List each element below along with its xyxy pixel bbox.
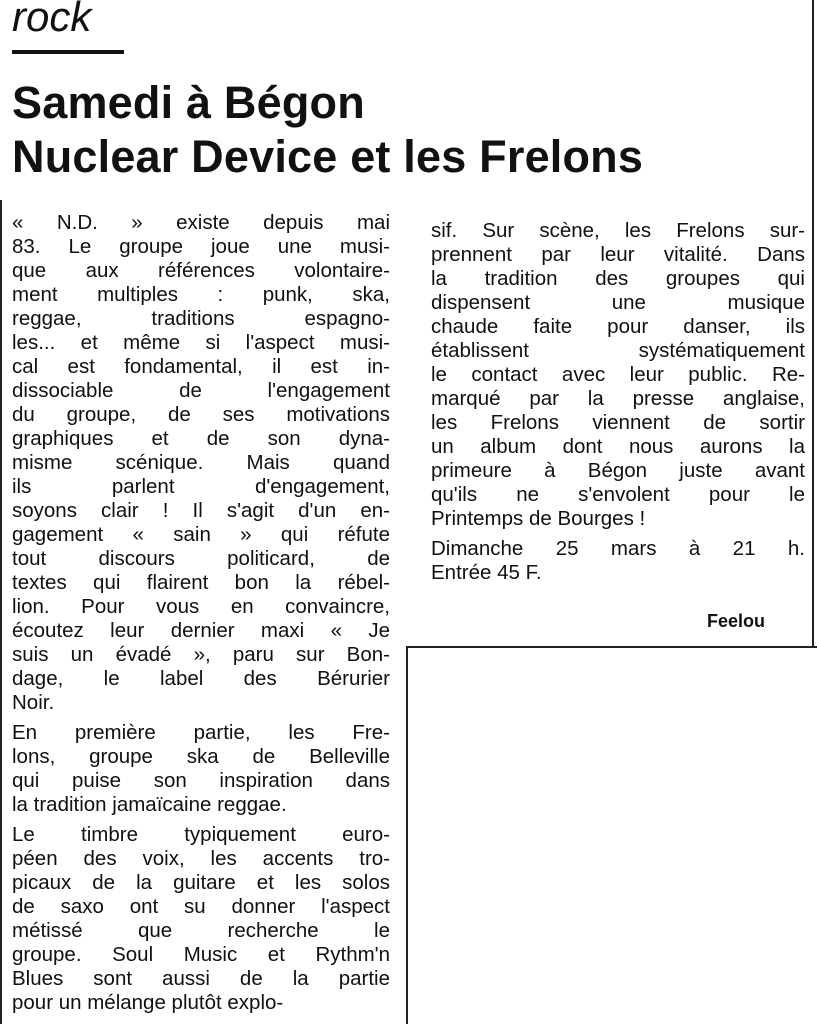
text-line: suis un évadé », paru sur Bon-	[12, 643, 390, 666]
text-line: la tradition jamaïcaine reggae.	[12, 793, 287, 816]
text-line: « N.D. » existe depuis mai	[12, 211, 390, 234]
text-line: dage, le label des Bérurier	[12, 667, 390, 690]
text-line: En première partie, les Fre-	[12, 721, 390, 744]
text-line: lion. Pour vous en convaincre,	[12, 595, 390, 618]
text-line: 83. Le groupe joue une musi-	[12, 235, 390, 258]
text-line: du groupe, de ses motivations	[12, 403, 390, 426]
text-line: la tradition des groupes qui	[431, 267, 805, 290]
text-line: le contact avec leur public. Re-	[431, 363, 805, 386]
text-line: prennent par leur vitalité. Dans	[431, 243, 805, 266]
text-line: dispensent une musique	[431, 291, 805, 314]
text-line: que aux références volontaire-	[12, 259, 390, 282]
text-line: groupe. Soul Music et Rythm'n	[12, 943, 390, 966]
column-rule-left	[0, 200, 2, 1024]
text-line: picaux de la guitare et les solos	[12, 871, 390, 894]
text-line: péen des voix, les accents tro-	[12, 847, 390, 870]
text-line: chaude faite pour danser, ils	[431, 315, 805, 338]
text-line: cal est fondamental, il est in-	[12, 355, 390, 378]
rubric-underline	[12, 50, 124, 54]
text-line: Entrée 45 F.	[431, 561, 542, 584]
text-line: établissent systématiquement	[431, 339, 805, 362]
article-headline	[12, 76, 643, 184]
section-rubric: rock	[12, 0, 92, 40]
photo-frame	[406, 646, 817, 1024]
text-line: ils parlent d'engagement,	[12, 475, 390, 498]
text-line: de saxo ont su donner l'aspect	[12, 895, 390, 918]
text-line: métissé que recherche le	[12, 919, 390, 942]
paragraph	[12, 721, 390, 817]
text-line: Blues sont aussi de la partie	[12, 967, 390, 990]
text-line: Dimanche 25 mars à 21 h.	[431, 537, 805, 560]
text-line: Noir.	[12, 691, 55, 714]
text-line: pour un mélange plutôt explo-	[12, 991, 284, 1014]
text-line: dissociable de l'engagement	[12, 379, 390, 402]
text-line: sif. Sur scène, les Frelons sur-	[431, 219, 805, 242]
paragraph	[431, 537, 805, 585]
text-line: un album dont nous aurons la	[431, 435, 805, 458]
text-line: les Frelons viennent de sortir	[431, 411, 805, 434]
text-line: gagement « sain » qui réfute	[12, 523, 390, 546]
text-line: Printemps de Bourges !	[431, 507, 646, 530]
paragraph	[12, 823, 390, 1015]
headline-line-1: Samedi à Bégon	[12, 77, 365, 128]
text-line: lons, groupe ska de Belleville	[12, 745, 390, 768]
text-line: primeure à Bégon juste avant	[431, 459, 805, 482]
text-line: graphiques et de son dyna-	[12, 427, 390, 450]
text-line: qui puise son inspiration dans	[12, 769, 390, 792]
text-line: les... et même si l'aspect musi-	[12, 331, 390, 354]
author-signature: Feelou	[707, 611, 766, 631]
paragraph	[431, 219, 805, 531]
text-line: marqué par la presse anglaise,	[431, 387, 805, 410]
text-line: ment multiples : punk, ska,	[12, 283, 390, 306]
headline-line-2: Nuclear Device et les Frelons	[12, 131, 644, 182]
text-line: qu'ils ne s'envolent pour le	[431, 483, 805, 506]
text-line: tout discours politicard, de	[12, 547, 390, 570]
column-rule-right	[812, 0, 814, 655]
text-line: misme scénique. Mais quand	[12, 451, 390, 474]
text-line: soyons clair ! Il s'agit d'un en-	[12, 499, 390, 522]
text-line: textes qui flairent bon la rébel-	[12, 571, 390, 594]
text-line: Le timbre typiquement euro-	[12, 823, 390, 846]
text-line: reggae, traditions espagno-	[12, 307, 390, 330]
article-column-left	[12, 211, 390, 1015]
article-column-right	[431, 219, 805, 585]
paragraph	[12, 211, 390, 715]
text-line: écoutez leur dernier maxi « Je	[12, 619, 390, 642]
